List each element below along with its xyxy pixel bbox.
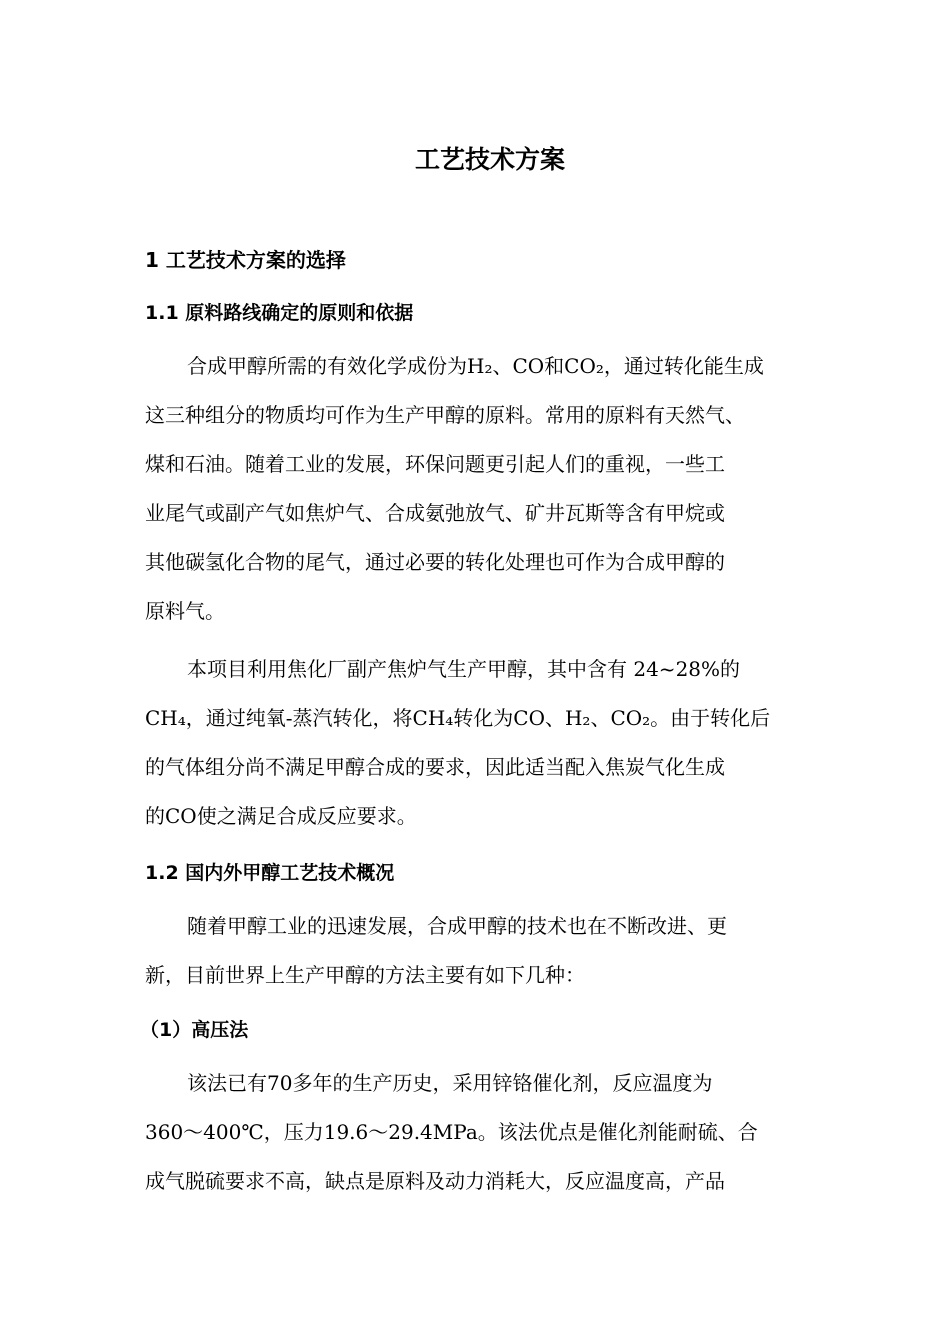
paragraph-high-pressure bbox=[145, 1059, 825, 1206]
paragraph-line: 本项目利用焦化厂副产焦炉气生产甲醇，其中含有 24~28%的 bbox=[187, 657, 741, 681]
paragraph-line: CH₄，通过纯氧-蒸汽转化，将CH₄转化为CO、H₂、CO₂。由于转化后 bbox=[145, 706, 771, 730]
paragraph-line: 合成甲醇所需的有效化学成份为H₂、CO和CO₂，通过转化能生成 bbox=[187, 354, 764, 378]
paragraph-line: 其他碳氢化合物的尾气，通过必要的转化处理也可作为合成甲醇的 bbox=[145, 550, 725, 574]
paragraph-line: 煤和石油。随着工业的发展，环保问题更引起人们的重视，一些工 bbox=[145, 452, 725, 476]
paragraph-line: 的CO使之满足合成反应要求。 bbox=[145, 804, 417, 828]
subheading-high-pressure: （1）高压法 bbox=[140, 1019, 249, 1041]
paragraph-line: 该法已有70多年的生产历史，采用锌铬催化剂，反应温度为 bbox=[187, 1071, 713, 1095]
section-heading-1-1: 1.1 原料路线确定的原则和依据 bbox=[145, 302, 414, 324]
paragraph-line: 这三种组分的物质均可作为生产甲醇的原料。常用的原料有天然气、 bbox=[145, 403, 745, 427]
paragraph-raw-materials bbox=[145, 342, 825, 636]
document-title: 工艺技术方案 bbox=[414, 145, 565, 174]
section-heading-1: 1 工艺技术方案的选择 bbox=[145, 248, 346, 272]
paragraph-line: 成气脱硫要求不高，缺点是原料及动力消耗大，反应温度高，产品 bbox=[145, 1169, 725, 1193]
paragraph-line: 360～400℃，压力19.6～29.4MPa。该法优点是催化剂能耐硫、合 bbox=[145, 1120, 758, 1144]
paragraph-process-overview bbox=[145, 902, 825, 1000]
section-heading-1-2: 1.2 国内外甲醇工艺技术概况 bbox=[145, 862, 395, 884]
paragraph-line: 业尾气或副产气如焦炉气、合成氨弛放气、矿井瓦斯等含有甲烷或 bbox=[145, 501, 725, 525]
paragraph-line: 的气体组分尚不满足甲醇合成的要求，因此适当配入焦炭气化生成 bbox=[145, 755, 725, 779]
paragraph-line: 新，目前世界上生产甲醇的方法主要有如下几种： bbox=[145, 963, 585, 987]
paragraph-line: 随着甲醇工业的迅速发展，合成甲醇的技术也在不断改进、更 bbox=[187, 914, 727, 938]
paragraph-line: 原料气。 bbox=[145, 599, 225, 623]
paragraph-project-description bbox=[145, 645, 825, 841]
